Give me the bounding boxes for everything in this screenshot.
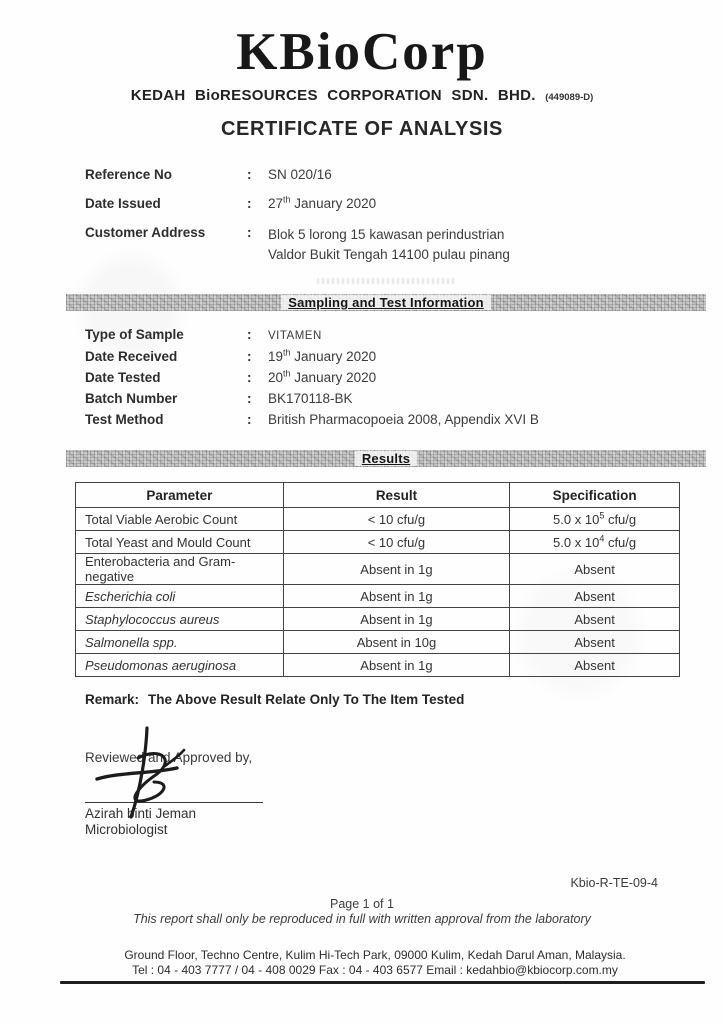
customer-address-line1: Blok 5 lorong 15 kawasan perindustrian	[268, 227, 505, 242]
specification-cell: Absent	[510, 585, 680, 608]
parameter-cell: Total Yeast and Mould Count	[76, 531, 284, 554]
customer-address-label: Customer Address	[85, 225, 206, 240]
reference-no-label: Reference No	[85, 167, 173, 182]
type-of-sample-value: VITAMEN	[268, 330, 322, 342]
remark-line	[85, 692, 724, 708]
column-header-result: Result	[283, 483, 509, 508]
type-of-sample-row	[85, 327, 724, 344]
signatory-role: Microbiologist	[85, 822, 168, 837]
colon-separator: :	[247, 327, 252, 342]
specification-cell: Absent	[510, 631, 680, 654]
result-cell: Absent in 1g	[283, 654, 509, 677]
colon-separator: :	[247, 349, 252, 364]
table-row	[76, 531, 680, 554]
test-method-row	[85, 412, 724, 428]
customer-address-row	[85, 225, 724, 265]
date-issued-label: Date Issued	[85, 196, 161, 211]
batch-number-value: BK170118-BK	[268, 391, 353, 406]
column-header-specification: Specification	[510, 483, 680, 508]
document-code: Kbio-R-TE-09-4	[570, 876, 658, 890]
signature-rule	[85, 802, 263, 803]
date-tested-value: 20th January 2020	[268, 368, 377, 385]
signatory-name: Azirah binti Jeman	[85, 806, 197, 821]
remark-text: The Above Result Relate Only To The Item Tested	[148, 692, 465, 707]
batch-number-label: Batch Number	[85, 391, 178, 406]
parameter-cell: Total Viable Aerobic Count	[76, 508, 284, 531]
table-header-row	[76, 483, 680, 508]
remark-label: Remark:	[85, 692, 140, 707]
date-tested-row	[85, 370, 724, 386]
specification-cell: Absent	[510, 654, 680, 677]
footer-rule	[60, 981, 705, 984]
reviewed-by-label: Reviewed and Approved by,	[85, 750, 253, 765]
reference-info-block	[85, 167, 724, 284]
parameter-cell: Pseudomonas aeruginosa	[76, 654, 284, 677]
company-logo: KBioCorp	[236, 23, 488, 81]
result-cell: Absent in 1g	[283, 554, 509, 585]
specification-cell: 5.0 x $10^4$ cfu/g	[510, 531, 680, 554]
column-header-parameter: Parameter	[76, 483, 284, 508]
results-section-title: Results	[355, 451, 417, 466]
test-method-label: Test Method	[85, 412, 164, 427]
table-row	[76, 608, 680, 631]
page-number: Page 1 of 1	[330, 897, 394, 911]
sample-info-block	[85, 327, 724, 428]
batch-number-row	[85, 391, 724, 407]
company-registration-number: (449089-D)	[545, 92, 594, 103]
result-cell: < 10 cfu/g	[283, 508, 509, 531]
result-cell: Absent in 1g	[283, 585, 509, 608]
table-row	[76, 508, 680, 531]
colon-separator: :	[247, 412, 252, 427]
colon-separator: :	[247, 167, 252, 182]
sampling-section-band	[66, 294, 706, 311]
type-of-sample-label: Type of Sample	[85, 327, 184, 342]
parameter-cell: Enterobacteria and Gram-negative	[76, 554, 284, 585]
customer-address-value	[268, 225, 510, 265]
test-method-value: British Pharmacopoeia 2008, Appendix XVI B	[268, 412, 539, 427]
footer-address: Ground Floor, Techno Centre, Kulim Hi-Tech Park, 09000 Kulim, Kedah Darul Aman, Malaysia.	[124, 948, 626, 962]
results-table	[75, 482, 680, 677]
company-name: KEDAH BioRESOURCES CORPORATION SDN. BHD.	[130, 87, 536, 104]
date-issued-row	[85, 196, 724, 212]
date-received-label: Date Received	[85, 349, 178, 364]
parameter-cell: Escherichia coli	[76, 585, 284, 608]
date-received-row	[85, 349, 724, 365]
scan-artifact	[317, 278, 455, 284]
specification-cell: 5.0 x $10^5$ cfu/g	[510, 508, 680, 531]
parameter-cell: Staphylococcus aureus	[76, 608, 284, 631]
signature-block	[85, 750, 385, 838]
reference-no-value: SN 020/16	[268, 167, 332, 182]
date-issued-value: 27th January 2020	[268, 194, 377, 211]
colon-separator: :	[247, 196, 252, 211]
date-received-value: 19th January 2020	[268, 347, 377, 364]
company-name-line	[0, 87, 724, 104]
reproduction-disclaimer: This report shall only be reproduced in full with written approval from the laboratory	[133, 912, 591, 926]
table-row	[76, 585, 680, 608]
result-cell: Absent in 10g	[283, 631, 509, 654]
document-title: CERTIFICATE OF ANALYSIS	[221, 118, 503, 140]
specification-cell: Absent	[510, 608, 680, 631]
footer-contact: Tel : 04 - 403 7777 / 04 - 408 0029 Fax : 04 - 403 6577 Email : kedahbio@kbiocorp.com.my	[132, 963, 618, 977]
result-cell: < 10 cfu/g	[283, 531, 509, 554]
results-section-band	[66, 450, 706, 467]
table-row	[76, 554, 680, 585]
colon-separator: :	[247, 225, 252, 240]
reference-no-row	[85, 167, 724, 183]
sampling-section-title: Sampling and Test Information	[281, 295, 491, 310]
date-tested-label: Date Tested	[85, 370, 161, 385]
table-row	[76, 654, 680, 677]
colon-separator: :	[247, 370, 252, 385]
parameter-cell: Salmonella spp.	[76, 631, 284, 654]
colon-separator: :	[247, 391, 252, 406]
footer-address-block	[30, 948, 720, 978]
specification-cell: Absent	[510, 554, 680, 585]
result-cell: Absent in 1g	[283, 608, 509, 631]
customer-address-line2: Valdor Bukit Tengah 14100 pulau pinang	[268, 247, 510, 262]
table-row	[76, 631, 680, 654]
